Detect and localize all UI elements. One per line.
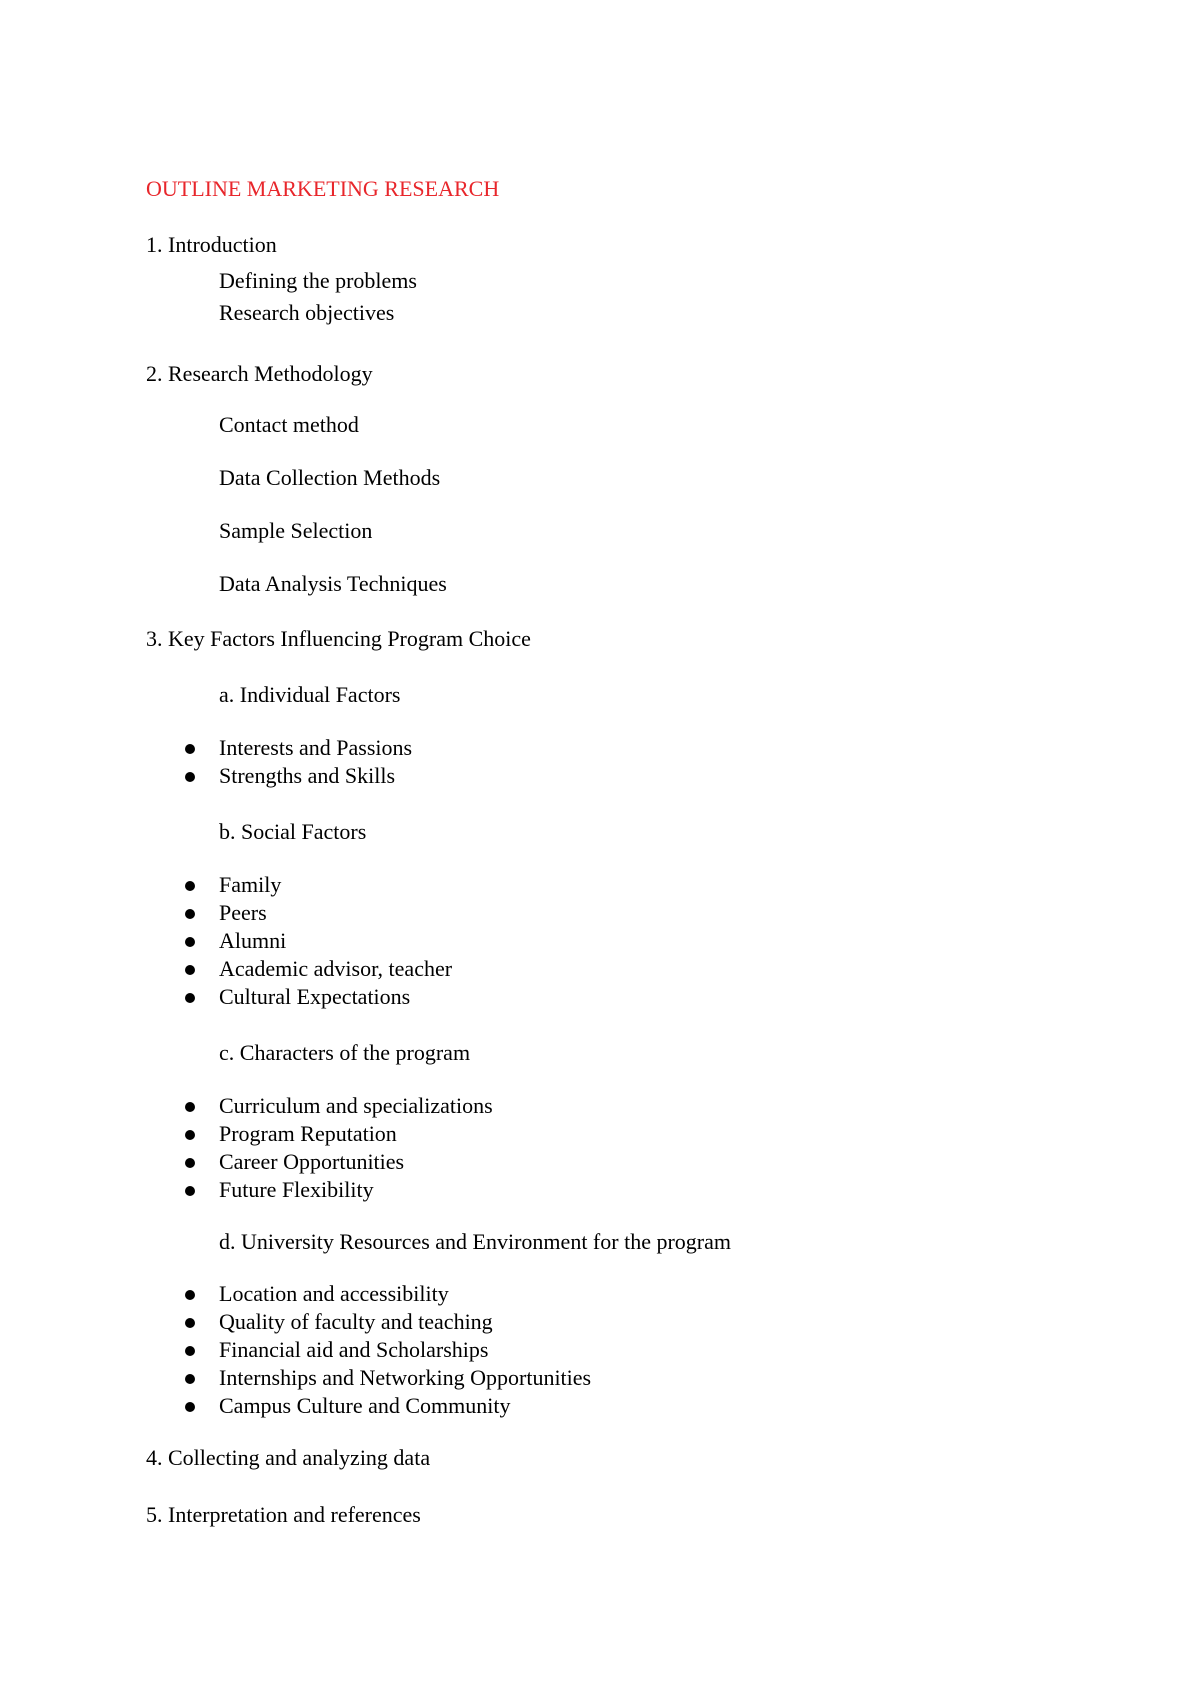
- bullet-item: Curriculum and specializations: [219, 1093, 493, 1118]
- bullet-item: Financial aid and Scholarships: [219, 1337, 489, 1362]
- bullet-item: Quality of faculty and teaching: [219, 1309, 493, 1334]
- section-heading: 4. Collecting and analyzing data: [146, 1445, 431, 1470]
- section-heading: 3. Key Factors Influencing Program Choice: [146, 626, 531, 651]
- bullet-icon: [185, 965, 195, 975]
- bullet-item: Academic advisor, teacher: [219, 956, 453, 981]
- bullet-icon: [185, 1318, 195, 1328]
- bullet-icon: [185, 772, 195, 782]
- bullet-item: Family: [219, 872, 282, 897]
- bullet-item: Strengths and Skills: [219, 763, 396, 788]
- section-heading: 2. Research Methodology: [146, 361, 373, 386]
- section-item: Research objectives: [219, 300, 395, 325]
- bullet-icon: [185, 881, 195, 891]
- section-item: Sample Selection: [219, 518, 373, 543]
- bullet-item: Program Reputation: [219, 1121, 397, 1146]
- section-heading: 5. Interpretation and references: [146, 1502, 421, 1527]
- bullet-icon: [185, 1186, 195, 1196]
- section-item: Data Collection Methods: [219, 465, 441, 490]
- bullet-icon: [185, 1290, 195, 1300]
- bullet-item: Location and accessibility: [219, 1281, 449, 1306]
- section-item: Defining the problems: [219, 268, 417, 293]
- bullet-icon: [185, 1346, 195, 1356]
- bullet-item: Career Opportunities: [219, 1149, 405, 1174]
- section-item: Data Analysis Techniques: [219, 571, 447, 596]
- bullet-icon: [185, 744, 195, 754]
- bullet-icon: [185, 1130, 195, 1140]
- bullet-item: Interests and Passions: [219, 735, 413, 760]
- bullet-item: Cultural Expectations: [219, 984, 411, 1009]
- section-item: Contact method: [219, 412, 359, 437]
- bullet-item: Campus Culture and Community: [219, 1393, 511, 1418]
- bullet-icon: [185, 1102, 195, 1112]
- bullet-icon: [185, 993, 195, 1003]
- subsection-label: c. Characters of the program: [219, 1040, 471, 1065]
- subsection-label: d. University Resources and Environment for the program: [219, 1229, 731, 1254]
- bullet-icon: [185, 937, 195, 947]
- bullet-icon: [185, 909, 195, 919]
- bullet-item: Alumni: [219, 928, 287, 953]
- bullet-item: Peers: [219, 900, 267, 925]
- bullet-icon: [185, 1402, 195, 1412]
- bullet-item: Future Flexibility: [219, 1177, 374, 1202]
- bullet-icon: [185, 1158, 195, 1168]
- document-title: OUTLINE MARKETING RESEARCH: [146, 176, 500, 201]
- section-heading: 1. Introduction: [146, 232, 277, 257]
- bullet-item: Internships and Networking Opportunities: [219, 1365, 592, 1390]
- bullet-icon: [185, 1374, 195, 1384]
- subsection-label: a. Individual Factors: [219, 682, 401, 707]
- subsection-label: b. Social Factors: [219, 819, 367, 844]
